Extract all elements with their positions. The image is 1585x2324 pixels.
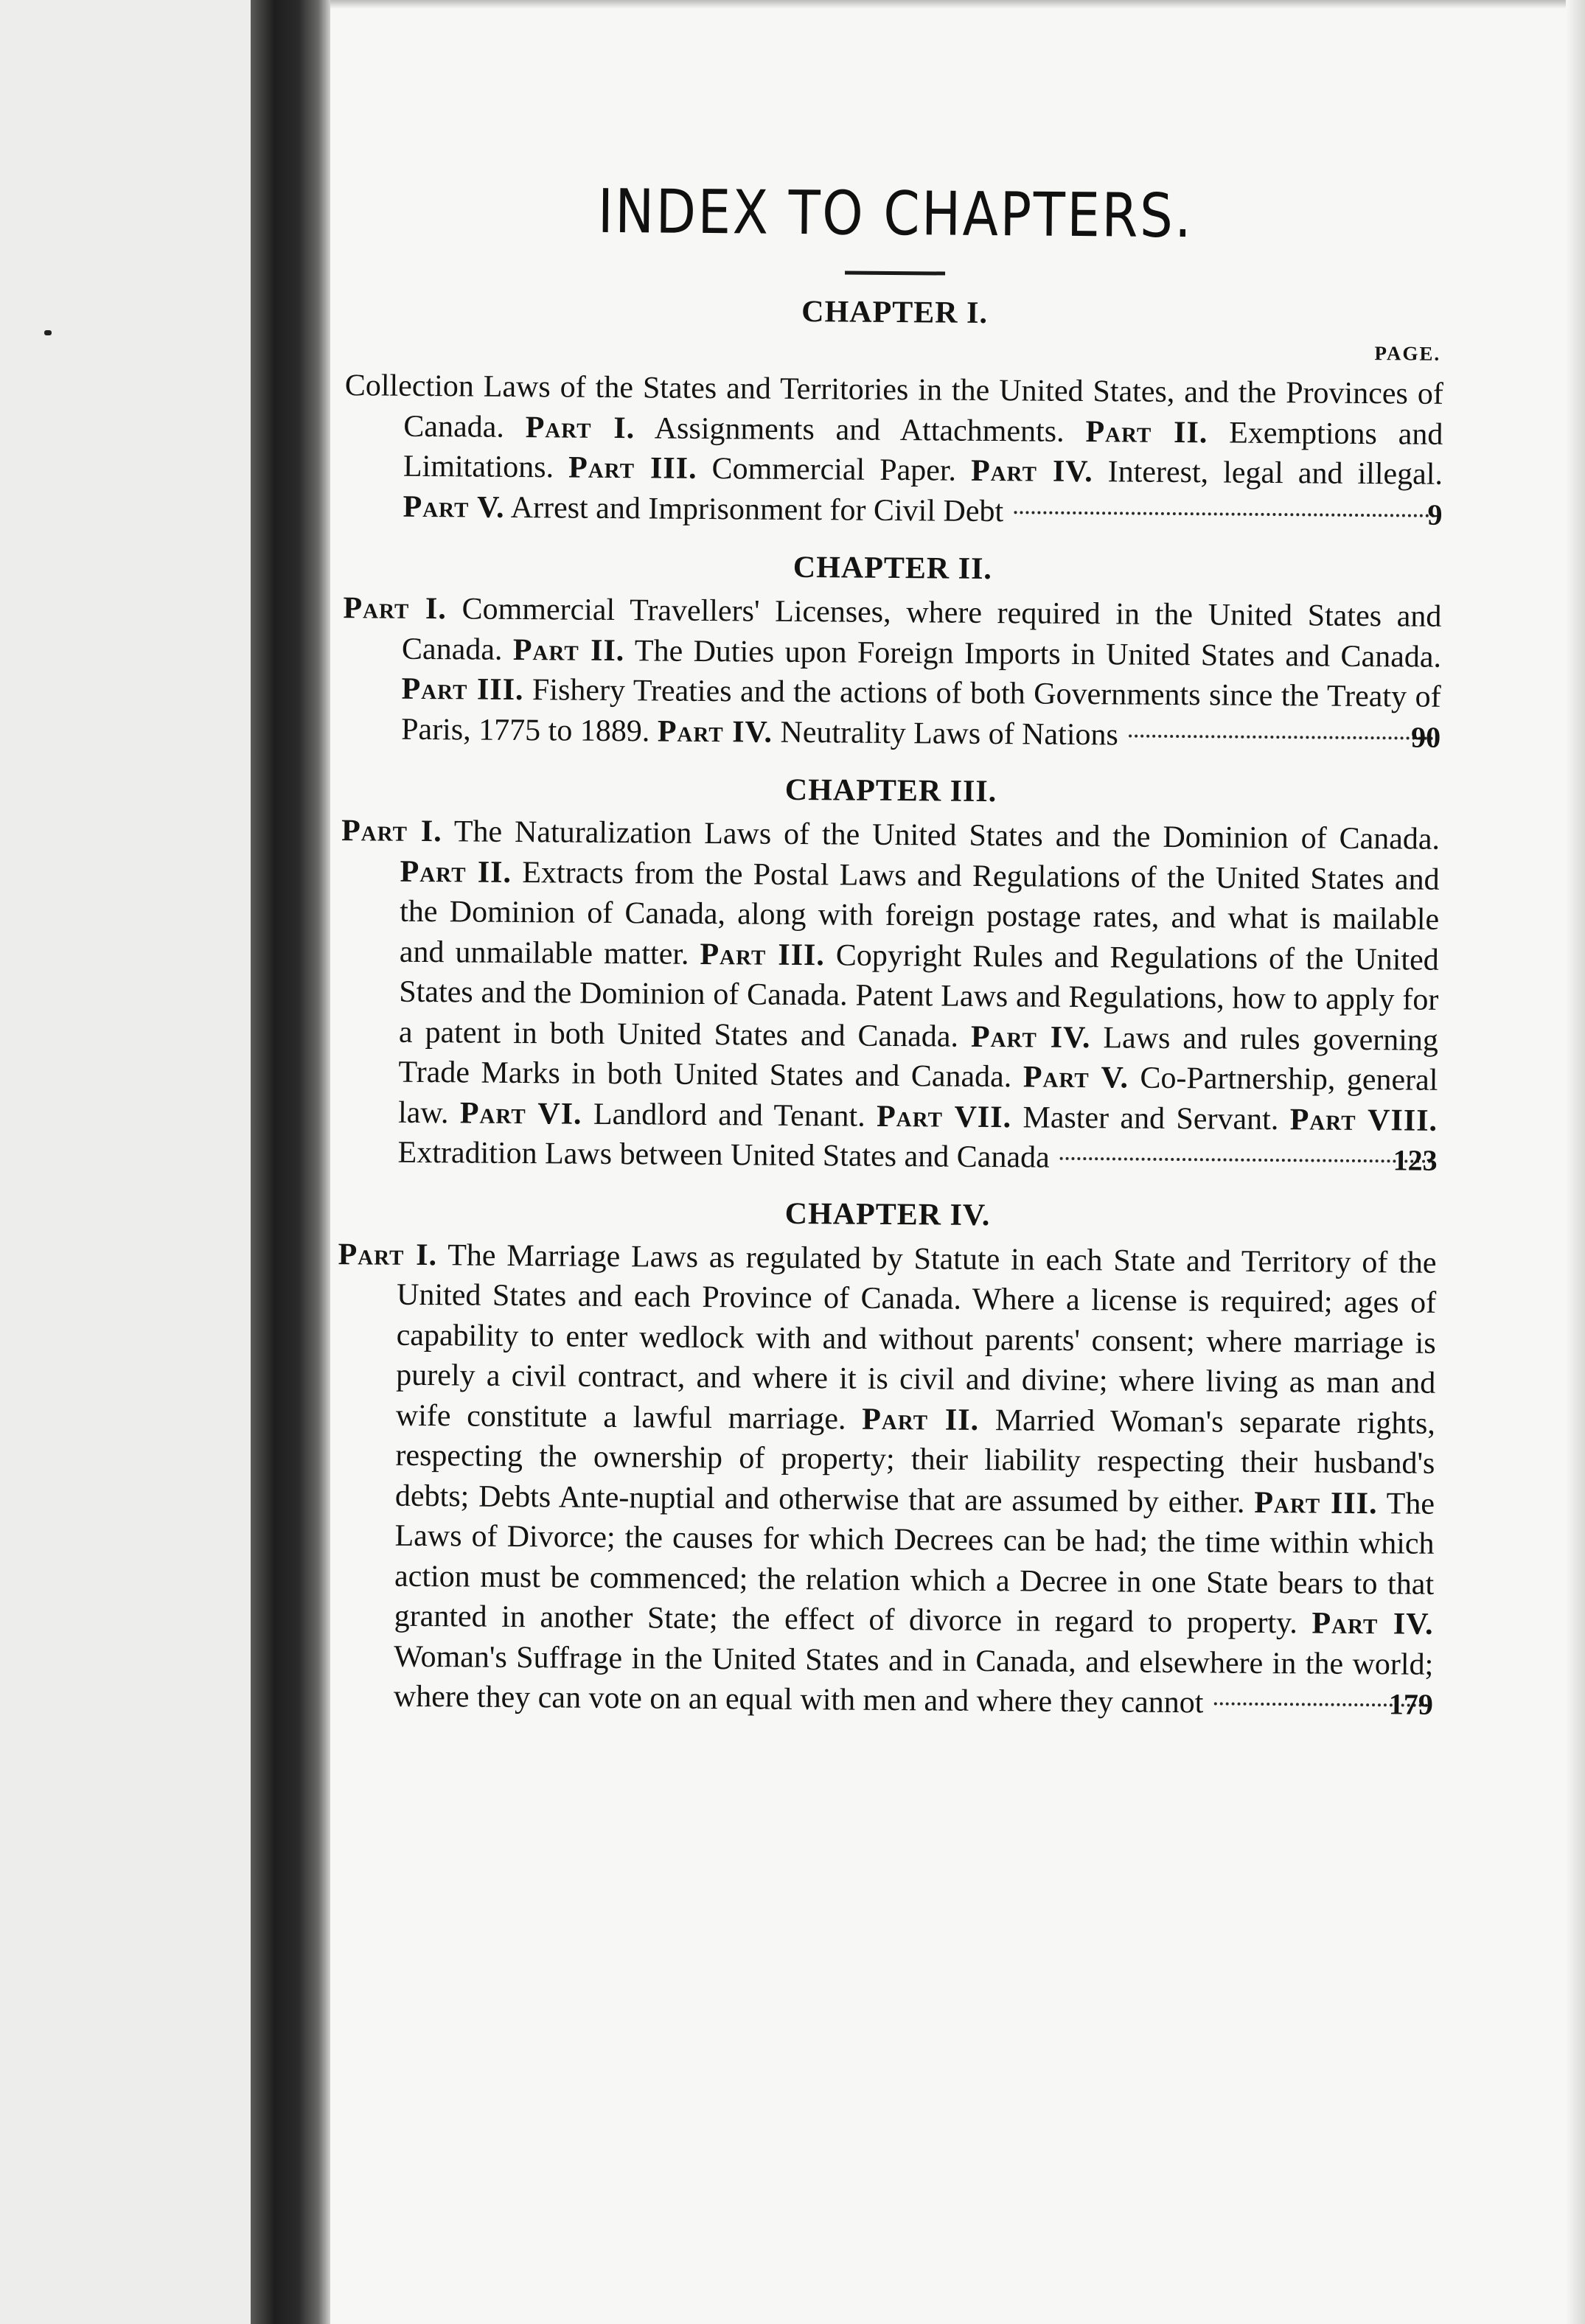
description-text: Neutrality Laws of Nations [772,715,1119,752]
description-text: Woman's Suffrage in the United States and in Canada, and elsewhere in the world; where they can vote on an equal with men and where they cannot [393,1639,1434,1720]
chapter-heading: CHAPTER I. [801,295,989,330]
chapter-description [342,588,1442,758]
part-label: Part IV. [970,1019,1091,1055]
part-label: Part II. [862,1402,980,1437]
description-text: Extradition Laws between United States and Canada [397,1135,1050,1175]
index-page [335,176,1445,1725]
part-label: Part VIII. [1289,1102,1438,1138]
part-label: Part VI. [459,1095,582,1131]
title-rule [845,271,945,275]
page-top-edge [330,0,1585,9]
chapter-entry [338,771,1440,1181]
description-text: Assignments and Attachments. [635,411,1086,449]
part-label: Part III. [700,937,826,972]
description-text: Master and Servant. [1011,1100,1290,1137]
part-label: Part III. [568,450,697,486]
page-number: 179 [1388,1687,1434,1721]
description-text: Arrest and Imprisonment for Civil Debt [504,490,1004,528]
part-label: Part IV. [657,713,773,750]
description-text: Commercial Paper. [697,451,972,488]
chapter-description [338,811,1440,1181]
chapter-description [335,1235,1437,1725]
chapter-contents [342,588,1442,758]
description-text: Married Woman's separate rights, respecting the ownership of property; their liability respecting their husband's debts; Debts Ante-nuptial and otherwise that are assumed by either. [394,1403,1435,1520]
book-gutter [251,0,330,2324]
part-label: Part I. [338,1237,438,1272]
description-text: Commercial Travellers' Licenses, where required in the United States and Canada. [401,592,1442,667]
chapter-description [344,366,1443,535]
description-text: Copyright Rules and Regulations of the United States and the Dominion of Canada. Patent Laws and Regulations, how to apply for a patent in both United States and Canada. [398,938,1439,1054]
part-label: Part IV. [1311,1606,1434,1641]
description-text: The Laws of Divorce; the causes for which Decrees can be had; the time within which action must be commenced; the relation which a Decree in one State bears to that granted in another State; the effect of divorce in regard to property. [394,1486,1435,1641]
description-text: Fishery Treaties and the actions of both Governments since the Treaty of Paris, 1775 to 1889. [400,673,1441,748]
page-column-label: PAGE. [1374,342,1441,365]
part-label: Part III. [1254,1485,1378,1521]
page-title: INDEX TO CHAPTERS. [597,176,1194,252]
facing-page-edge [0,0,251,2324]
description-text: Landlord and Tenant. [582,1097,877,1134]
part-label: Part V. [1023,1060,1129,1095]
description-text: Laws and rules governing Trade Marks in both United States and Canada. [398,1020,1439,1095]
chapter-entry [342,548,1442,758]
ink-speck [44,330,52,335]
part-label: Part II. [512,632,625,668]
part-label: Part I. [525,410,635,445]
dot-leader [1014,511,1435,517]
chapter-contents [344,366,1443,535]
description-text: The Duties upon Foreign Imports in United States and Canada. [624,633,1442,674]
description-text: Exemptions and Limitations. [403,415,1443,485]
description-text: Extracts from the Postal Laws and Regulations of the United States and the Dominion of Canada, along with foreign postage rates, and what is mailable and unmailable matter. [399,855,1440,971]
part-label: Part II. [400,854,512,890]
description-text: The Naturalization Laws of the United States and the Dominion of Canada. [442,814,1441,856]
part-label: Part IV. [970,453,1093,489]
description-text: Collection Laws of the States and Territories in the United States, and the Provinces of Canada. [344,369,1443,444]
description-text: Interest, legal and illegal. [1093,455,1443,492]
part-label: Part VII. [876,1099,1012,1134]
chapter-contents [335,1235,1437,1725]
chapter-heading: CHAPTER IV. [784,1196,991,1232]
page-number: 123 [1393,1143,1438,1177]
part-label: Part I. [341,814,442,849]
part-label: Part III. [401,671,524,708]
page-right-edge [1566,0,1585,2324]
chapter-entry [344,293,1443,535]
chapter-entry [335,1195,1438,1725]
part-label: Part V. [403,489,505,525]
chapter-list [335,293,1444,1725]
dot-leader [1060,1157,1432,1163]
description-text: The Marriage Laws as regulated by Statute in each State and Territory of the United States and each Province of Canada. Where a license is required; ages of capability to enter wedlock with and without parents' consent; where marriage is purely a civil contract, and where it is civil and divine; where living as man and wife constitute a lawful marriage. [395,1238,1437,1437]
chapter-contents [338,811,1440,1181]
part-label: Part II. [1085,414,1208,450]
chapter-heading: CHAPTER II. [792,550,993,587]
chapter-heading: CHAPTER III. [784,772,997,809]
page-number: 90 [1410,720,1441,754]
part-label: Part I. [343,591,447,627]
description-text: Co-Partnership, general law. [397,1061,1438,1130]
page-number: 9 [1427,498,1443,531]
dot-leader [1129,734,1433,739]
